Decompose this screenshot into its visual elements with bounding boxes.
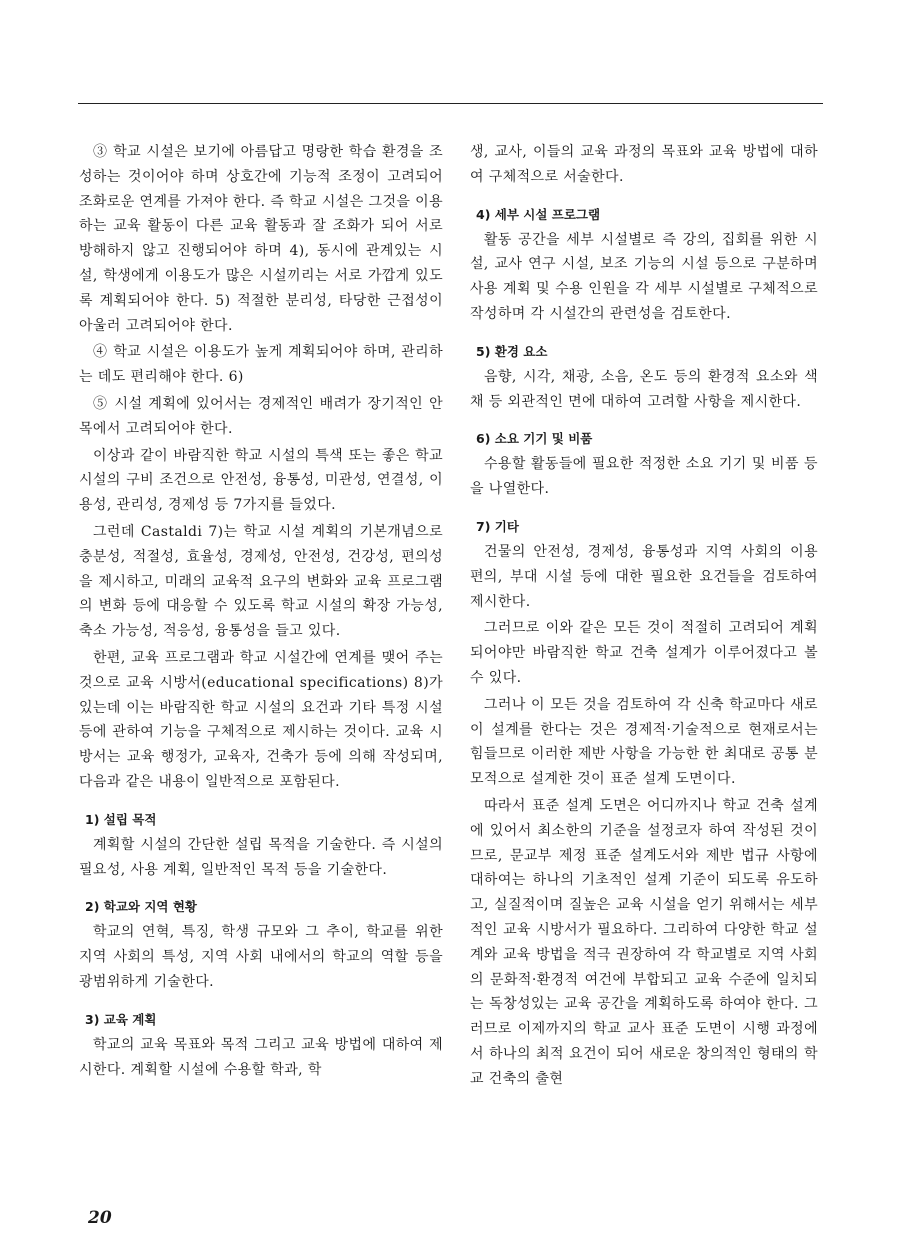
paragraph: 학교의 교육 목표와 목적 그리고 교육 방법에 대하여 제시한다. 계획할 시설에 수용할 학과, 학 [79,1036,443,1078]
section-heading: 6) 소요 기기 및 비품 [476,431,593,447]
paragraph: ④ 학교 시설은 이용도가 높게 계획되어야 하며, 관리하는 데도 편리해야 한다. 6) [79,344,443,386]
header-rule [78,103,823,104]
paragraph: 그런데 Castaldi 7)는 학교 시설 계획의 기본개념으로 충분성, 적절성, 효율성, 경제성, 안전성, 건강성, 편의성을 제시하고, 미래의 교육적 요구의 변화와 교육 프로그램의 변화 등에 대응할 수 있도록 학교 시설의 확장 가능성, 축소 가능성, 적응성, 융통성을 들고 있다. [79,523,443,640]
paragraph: 생, 교사, 이들의 교육 과정의 목표와 교육 방법에 대하여 구체적으로 서술한다. [470,144,818,185]
section-heading: 4) 세부 시설 프로그램 [476,206,601,222]
paragraph: 건물의 안전성, 경제성, 융통성과 지역 사회의 이용 편의, 부대 시설 등에 대한 필요한 요건들을 검토하여 제시한다. [470,543,818,610]
right-column [470,140,818,1094]
paragraph: 학교의 연혁, 특징, 학생 규모와 그 추이, 학교를 위한 지역 사회의 특성, 지역 사회 내에서의 학교의 역할 등을 광범위하게 기술한다. [79,924,443,990]
section-heading: 3) 교육 계획 [85,1011,157,1027]
paragraph: 계획할 시설의 간단한 설립 목적을 기술한다. 즉 시설의 필요성, 사용 계획, 일반적인 목적 등을 기술한다. [79,836,443,878]
section-heading: 2) 학교와 지역 현황 [85,899,197,915]
section-heading: 1) 설립 목적 [85,811,157,827]
paragraph: 수용할 활동들에 필요한 적정한 소요 기기 및 비품 등을 나열한다. [470,456,818,498]
paragraph: ③ 학교 시설은 보기에 아름답고 명랑한 학습 환경을 조성하는 것이어야 하며 상호간에 기능적 조정이 고려되어 조화로운 연계를 가져야 한다. 즉 학교 시설은 그것을 이용하는 교육 활동이 다른 교육 활동과 잘 조화가 되어 서로 방해하지 않고 진행되어야 하며 4), 동시에 관계있는 시설, 학생에게 이용도가 많은 시설끼리는 서로 가깝게 있도록 계획되어야 한다. 5) 적절한 분리성, 타당한 근접성이 아울러 고려되어야 한다. [79,144,443,334]
section-heading: 5) 환경 요소 [476,343,548,359]
paragraph: 그러나 이 모든 것을 검토하여 각 신축 학교마다 새로이 설계를 한다는 것은 경제적·기술적으로 현재로서는 힘들므로 이러한 제반 사항을 가능한 한 최대로 공통 분모적으로 설계한 것이 표준 설계 도면이다. [470,696,818,788]
paragraph: 따라서 표준 설계 도면은 어디까지나 학교 건축 설계에 있어서 최소한의 기준을 설정코자 하여 작성된 것이므로, 문교부 제정 표준 설계도서와 제반 법규 사항에 대하여는 하나의 기초적인 설계 기준이 되도록 유도하고, 실질적이며 질높은 교육 시설을 얻기 위해서는 세부적인 교육 시방서가 필요하다. 그리하여 다양한 학교 설계와 교육 방법을 적극 권장하여 각 학교별로 지역 사회의 문화적·환경적 여건에 부합되고 교육 수준에 일치되는 독창성있는 교육 공간을 계획하도록 하여야 한다. 그러므로 이제까지의 학교 교사 표준 도면이 시행 과정에서 하나의 최적 요건이 되어 새로운 창의적인 형태의 학교 건축의 출현 [470,797,818,1087]
paragraph: 이상과 같이 바람직한 학교 시설의 특색 또는 좋은 학교 시설의 구비 조건으로 안전성, 융통성, 미관성, 연결성, 이용성, 관리성, 경제성 등 7가지를 들었다. [79,447,443,514]
page-number: 20 [88,1208,112,1228]
paragraph: ⑤ 시설 계획에 있어서는 경제적인 배려가 장기적인 안목에서 고려되어야 한다. [79,395,443,437]
paragraph: 음향, 시각, 채광, 소음, 온도 등의 환경적 요소와 색채 등 외관적인 면에 대하여 고려할 사항을 제시한다. [470,368,818,410]
section-heading: 7) 기타 [476,518,519,534]
paragraph: 활동 공간을 세부 시설별로 즉 강의, 집회를 위한 시설, 교사 연구 시설, 보조 기능의 시설 등으로 구분하며 사용 계획 및 수용 인원을 각 세부 시설별로 구체적으로 작성하며 각 시설간의 관련성을 검토한다. [470,231,818,322]
paragraph: 한편, 교육 프로그램과 학교 시설간에 연계를 맺어 주는 것으로 교육 시방서(educational specifications) 8)가 있는데 이는 바람직한 학교 시설의 요건과 기타 특정 시설 등에 관하여 기능을 구체적으로 제시하는 것이다. 교육 시방서는 교육 행정가, 교육자, 건축가 등에 의해 작성되며, 다음과 같은 내용이 일반적으로 포함된다. [79,649,443,790]
paragraph: 그러므로 이와 같은 모든 것이 적절히 고려되어 계획되어야만 바람직한 학교 건축 설계가 이루어졌다고 볼 수 있다. [470,620,818,686]
left-column [79,140,443,1084]
